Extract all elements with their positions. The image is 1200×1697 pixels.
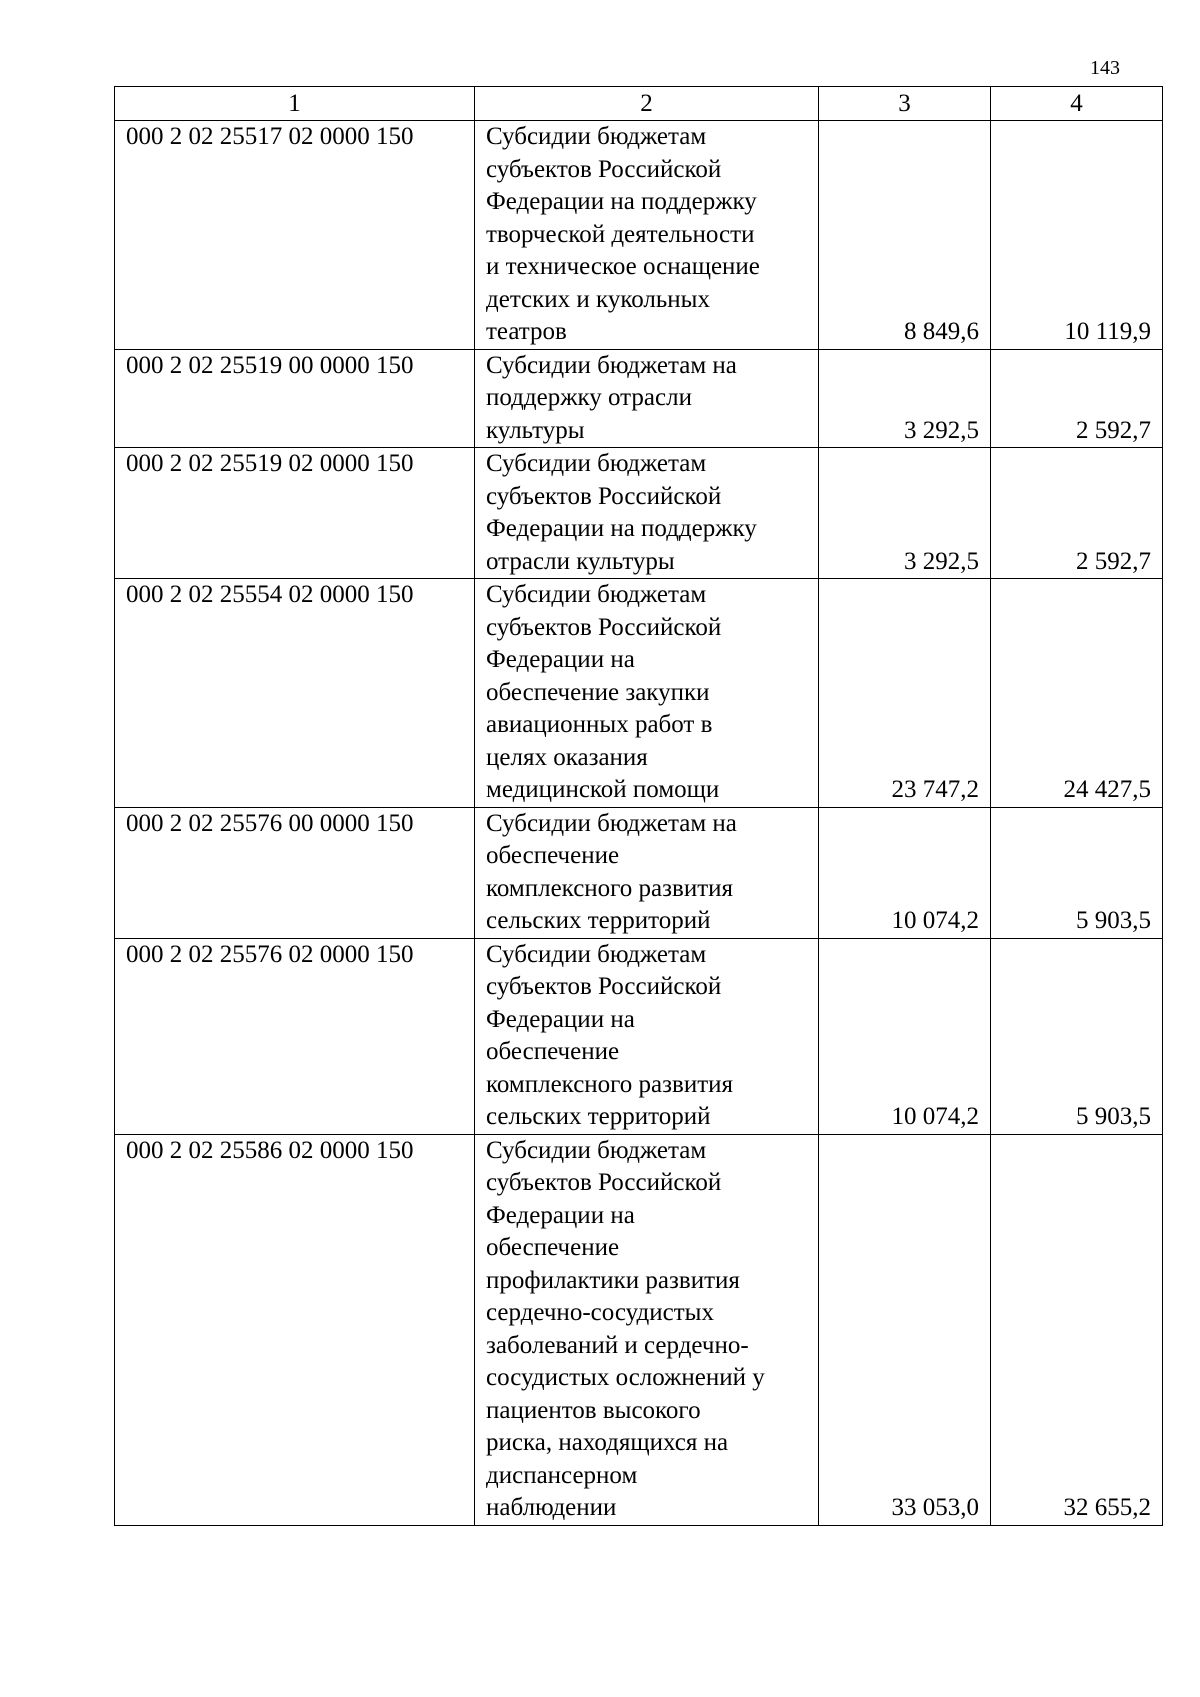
table-row xyxy=(115,1134,1163,1525)
header-row xyxy=(115,87,1163,121)
row-code: 000 2 02 25517 02 0000 150 xyxy=(115,121,475,350)
row-value-col4: 32 655,2 xyxy=(991,1134,1163,1525)
header-col-4: 4 xyxy=(991,87,1163,121)
table-row xyxy=(115,349,1163,448)
row-value-col3: 10 074,2 xyxy=(819,807,991,938)
row-value-col4: 2 592,7 xyxy=(991,349,1163,448)
budget-table xyxy=(114,86,1163,1526)
row-code: 000 2 02 25576 00 0000 150 xyxy=(115,807,475,938)
header-col-1: 1 xyxy=(115,87,475,121)
row-code: 000 2 02 25519 00 0000 150 xyxy=(115,349,475,448)
row-value-col4: 2 592,7 xyxy=(991,448,1163,579)
row-code: 000 2 02 25519 02 0000 150 xyxy=(115,448,475,579)
row-description: Субсидии бюджетам на обеспечение комплексного развития сельских территорий xyxy=(475,807,819,938)
row-value-col3: 3 292,5 xyxy=(819,448,991,579)
table-row xyxy=(115,448,1163,579)
page-number: 143 xyxy=(1090,57,1120,79)
row-code: 000 2 02 25576 02 0000 150 xyxy=(115,938,475,1134)
row-value-col3: 23 747,2 xyxy=(819,579,991,808)
table-body xyxy=(115,121,1163,1526)
table-header xyxy=(115,87,1163,121)
row-value-col4: 5 903,5 xyxy=(991,807,1163,938)
row-value-col3: 3 292,5 xyxy=(819,349,991,448)
row-code: 000 2 02 25554 02 0000 150 xyxy=(115,579,475,808)
row-description: Субсидии бюджетам субъектов Российской Федерации на обеспечение комплексного развития сельских территорий xyxy=(475,938,819,1134)
header-col-3: 3 xyxy=(819,87,991,121)
table-row xyxy=(115,121,1163,350)
table-row xyxy=(115,807,1163,938)
row-description: Субсидии бюджетам субъектов Российской Федерации на поддержку творческой деятельности и техническое оснащение детских и кукольных театров xyxy=(475,121,819,350)
row-description: Субсидии бюджетам субъектов Российской Федерации на обеспечение закупки авиационных работ в целях оказания медицинской помощи xyxy=(475,579,819,808)
row-description: Субсидии бюджетам субъектов Российской Федерации на обеспечение профилактики развития сердечно-сосудистых заболеваний и сердечно- сосудистых осложнений у пациентов высокого риска, находящихся на диспансерном наблюдении xyxy=(475,1134,819,1525)
row-code: 000 2 02 25586 02 0000 150 xyxy=(115,1134,475,1525)
row-description: Субсидии бюджетам субъектов Российской Федерации на поддержку отрасли культуры xyxy=(475,448,819,579)
row-value-col4: 10 119,9 xyxy=(991,121,1163,350)
table-row xyxy=(115,579,1163,808)
table-row xyxy=(115,938,1163,1134)
row-value-col3: 8 849,6 xyxy=(819,121,991,350)
header-col-2: 2 xyxy=(475,87,819,121)
row-value-col4: 5 903,5 xyxy=(991,938,1163,1134)
row-value-col3: 10 074,2 xyxy=(819,938,991,1134)
row-value-col4: 24 427,5 xyxy=(991,579,1163,808)
row-value-col3: 33 053,0 xyxy=(819,1134,991,1525)
row-description: Субсидии бюджетам на поддержку отрасли культуры xyxy=(475,349,819,448)
